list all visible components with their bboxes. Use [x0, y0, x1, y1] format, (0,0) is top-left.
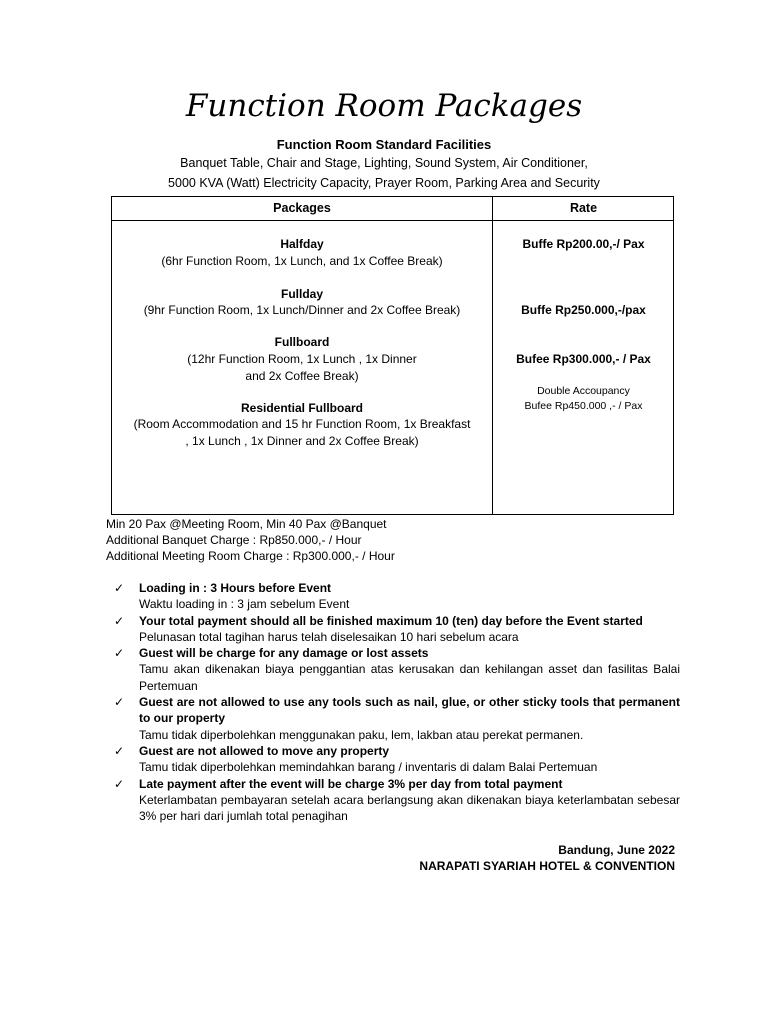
package-details: (Room Accommodation and 15 hr Function Room, 1x Breakfast	[133, 417, 471, 431]
list-item	[114, 694, 680, 743]
document-title: Function Room Packages	[185, 88, 583, 124]
rate-column-header: Rate	[569, 201, 598, 215]
signature-company: NARAPATI SYARIAH HOTEL & CONVENTION	[419, 859, 675, 873]
rule-english: Late payment after the event will be charge 3% per day from total payment	[139, 776, 563, 791]
package-rate: Bufee Rp300.000,- / Pax	[516, 352, 651, 366]
package-details: (9hr Function Room, 1x Lunch/Dinner and 2x Coffee Break)	[143, 303, 461, 317]
list-item	[114, 613, 680, 646]
rate-note: Double Accoupancy	[537, 385, 630, 397]
package-name: Halfday	[280, 237, 324, 251]
package-rate: Buffe Rp250.000,-/pax	[521, 303, 646, 317]
list-item	[114, 776, 680, 825]
table-header-divider	[112, 220, 673, 221]
rule-indonesian: Tamu tidak diperbolehkan memindahkan barang / inventaris di dalam Balai Pertemuan	[139, 760, 598, 775]
rule-indonesian: Waktu loading in : 3 jam sebelum Event	[139, 597, 350, 612]
list-item	[114, 580, 680, 613]
rate-note: Bufee Rp450.000 ,- / Pax	[524, 400, 643, 412]
rule-indonesian: Keterlambatan pembayaran setelah acara berlangsung akan dikenakan biaya keterlambatan sebesar 3% per hari dari jumlah total penagihan	[139, 792, 680, 824]
additional-charge-note: Additional Banquet Charge : Rp850.000,- / Hour	[106, 533, 362, 547]
package-details: , 1x Lunch , 1x Dinner and 2x Coffee Break)	[185, 434, 419, 448]
checkmark-icon: ✓	[114, 646, 125, 661]
facilities-line: 5000 KVA (Watt) Electricity Capacity, Prayer Room, Parking Area and Security	[168, 176, 600, 190]
rule-english: Guest will be charge for any damage or lost assets	[139, 646, 429, 661]
rule-indonesian: Tamu tidak diperbolehkan menggunakan paku, lem, lakban atau perekat permanen.	[139, 727, 584, 742]
checkmark-icon: ✓	[114, 613, 125, 628]
rule-indonesian: Pelunasan total tagihan harus telah diselesaikan 10 hari sebelum acara	[139, 629, 519, 644]
facilities-line: Banquet Table, Chair and Stage, Lighting, Sound System, Air Conditioner,	[180, 156, 588, 170]
package-name: Fullboard	[274, 335, 330, 349]
facilities-heading: Function Room Standard Facilities	[276, 137, 492, 152]
terms-list	[114, 580, 680, 824]
minimum-pax-note: Min 20 Pax @Meeting Room, Min 40 Pax @Banquet	[106, 517, 387, 531]
package-rate: Buffe Rp200.00,-/ Pax	[522, 237, 645, 251]
packages-column-header: Packages	[273, 201, 331, 215]
package-name: Fullday	[280, 287, 323, 301]
list-item	[114, 743, 680, 776]
package-details: (6hr Function Room, 1x Lunch, and 1x Coffee Break)	[161, 254, 443, 268]
rule-english: Guest are not allowed to use any tools such as nail, glue, or other sticky tools that permanent to our property	[139, 695, 680, 726]
rule-english: Your total payment should all be finished maximum 10 (ten) day before the Event started	[139, 613, 643, 628]
rule-english: Guest are not allowed to move any property	[139, 743, 390, 758]
packages-table	[111, 196, 674, 515]
signature-place-date: Bandung, June 2022	[558, 843, 675, 857]
checkmark-icon: ✓	[114, 743, 125, 758]
checkmark-icon: ✓	[114, 581, 125, 595]
checkmark-icon: ✓	[114, 695, 125, 710]
rule-indonesian: Tamu akan dikenakan biaya penggantian atas kerusakan dan kehilangan asset dan fasilitas Balai Pertemuan	[139, 662, 680, 693]
package-details: and 2x Coffee Break)	[245, 369, 359, 383]
list-item	[114, 645, 680, 694]
rule-english: Loading in : 3 Hours before Event	[139, 581, 332, 595]
package-details: (12hr Function Room, 1x Lunch , 1x Dinner	[187, 352, 417, 366]
additional-charge-note: Additional Meeting Room Charge : Rp300.000,- / Hour	[106, 549, 395, 563]
package-name: Residential Fullboard	[240, 401, 363, 415]
checkmark-icon: ✓	[114, 776, 125, 791]
